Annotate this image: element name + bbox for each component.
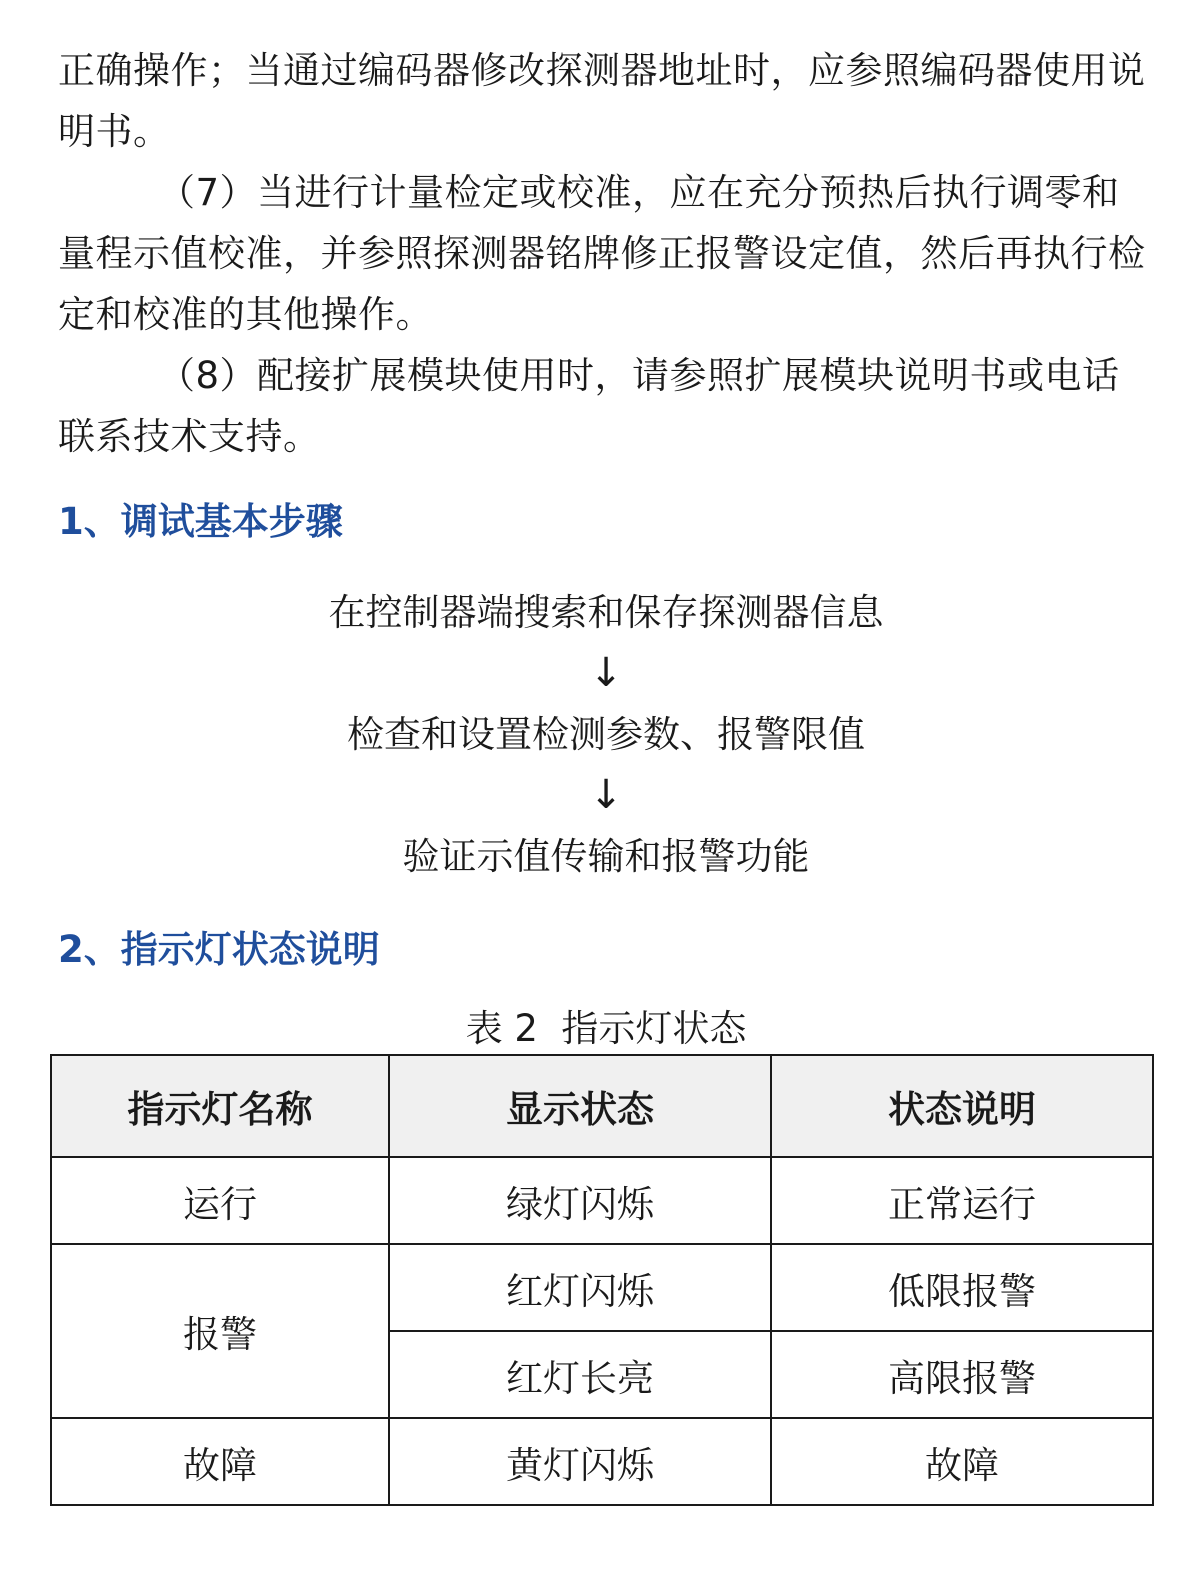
header-state-description: 状态说明 (771, 1055, 1153, 1157)
cell-state-description: 高限报警 (771, 1331, 1153, 1418)
flow-diagram (58, 582, 1154, 887)
header-indicator-name: 指示灯名称 (51, 1055, 389, 1157)
cell-display-state: 红灯长亮 (389, 1331, 771, 1418)
cell-display-state: 绿灯闪烁 (389, 1157, 771, 1244)
document-page (58, 40, 1154, 1054)
down-arrow-icon: ↓ (589, 772, 623, 818)
cell-display-state: 红灯闪烁 (389, 1244, 771, 1331)
indicator-status-table (50, 1054, 1154, 1506)
section-heading-indicator-status: 2、指示灯状态说明 (58, 928, 380, 971)
table-row (51, 1157, 1153, 1244)
cell-indicator-name: 运行 (51, 1157, 389, 1244)
flow-step-2: 检查和设置检测参数、报警限值 (347, 713, 865, 756)
flow-step-3: 验证示值传输和报警功能 (402, 835, 810, 878)
section-heading-debug-steps: 1、调试基本步骤 (58, 500, 343, 543)
paragraph-encoder-note: 正确操作；当通过编码器修改探测器地址时，应参照编码器使用说明书。 (58, 49, 1146, 153)
cell-display-state: 黄灯闪烁 (389, 1418, 771, 1505)
table-caption: 表 2 指示灯状态 (465, 1007, 747, 1050)
cell-indicator-name: 故障 (51, 1418, 389, 1505)
down-arrow-icon: ↓ (589, 650, 623, 696)
cell-state-description: 低限报警 (771, 1244, 1153, 1331)
paragraph-item-7: （7）当进行计量检定或校准，应在充分预热后执行调零和量程示值校准，并参照探测器铭牌修正报警设定值，然后再执行检定和校准的其他操作。 (58, 171, 1146, 336)
paragraph-item-8: （8）配接扩展模块使用时，请参照扩展模块说明书或电话联系技术支持。 (58, 354, 1120, 458)
table-row (51, 1418, 1153, 1505)
table-row (51, 1244, 1153, 1331)
flow-step-1: 在控制器端搜索和保存探测器信息 (328, 591, 884, 634)
cell-state-description: 正常运行 (771, 1157, 1153, 1244)
table-header-row (51, 1055, 1153, 1157)
cell-state-description: 故障 (771, 1418, 1153, 1505)
cell-indicator-name: 报警 (51, 1244, 389, 1418)
header-display-state: 显示状态 (389, 1055, 771, 1157)
